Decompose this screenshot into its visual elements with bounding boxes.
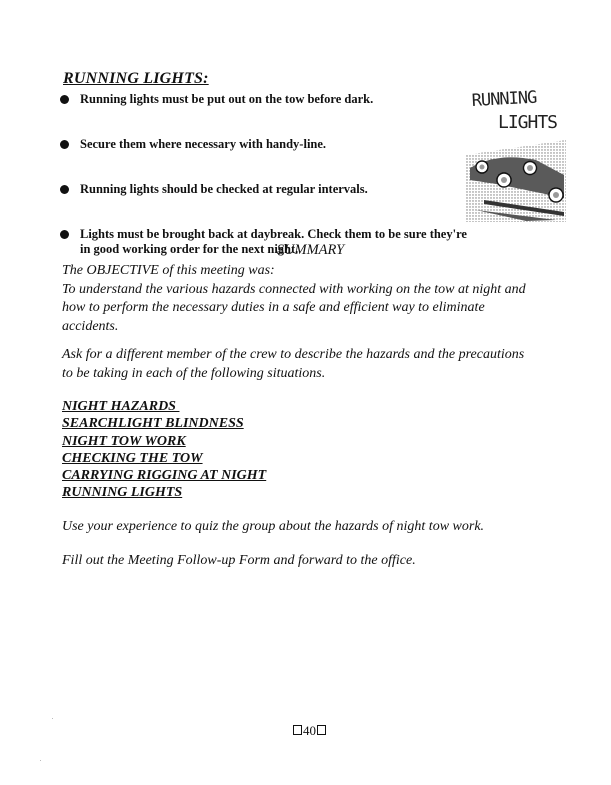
page-number-right-box-icon (317, 725, 326, 735)
bullet-dot-icon (60, 230, 69, 239)
topic-item-night-hazards: NIGHT HAZARDS (62, 399, 180, 414)
ask-line: to be taking in each of the following situations. (62, 365, 326, 381)
bullet-text: Lights must be brought back at daybreak. Check them to be sure they're in good working order for the next night. (80, 227, 467, 256)
ask-line: Ask for a different member of the crew to describe the hazards and the precautions (62, 347, 525, 362)
scan-speck (52, 718, 53, 719)
bullet-text: Running lights must be put out on the tow before dark. (80, 92, 374, 106)
ask-paragraph (62, 346, 572, 383)
bullet-text: Running lights should be checked at regular intervals. (80, 182, 368, 196)
running-lights-illustration (466, 80, 566, 222)
page-number-left-box-icon (293, 725, 302, 735)
objective-paragraph (62, 262, 572, 336)
bullet-text: Secure them where necessary with handy-line. (80, 137, 327, 151)
objective-line: accidents. (62, 318, 119, 334)
topic-item-checking-the-tow: CHECKING THE TOW (62, 450, 203, 466)
page-number (0, 723, 611, 739)
bullet-dot-icon (60, 140, 69, 149)
summary-title: SUMMARY (276, 242, 345, 258)
topic-list (62, 398, 266, 502)
quiz-instruction: Use your experience to quiz the group about the hazards of night tow work. (62, 519, 485, 534)
art-text-line-1: RUNNING (471, 87, 537, 111)
page-number-text: 40 (303, 723, 316, 738)
objective-line: To understand the various hazards connected with working on the tow at night and (62, 281, 526, 297)
scan-speck (40, 760, 41, 761)
bullet-item (58, 92, 468, 107)
topic-item-searchlight-blindness: SEARCHLIGHT BLINDNESS (62, 416, 244, 432)
art-text-line-2: LIGHTS (498, 112, 558, 133)
topic-item-running-lights: RUNNING LIGHTS (62, 485, 183, 501)
objective-line: The OBJECTIVE of this meeting was: (62, 263, 275, 278)
bullet-dot-icon (60, 95, 69, 104)
bullet-item (58, 137, 468, 152)
topic-item-night-tow-work: NIGHT TOW WORK (62, 433, 186, 449)
bullet-item (58, 182, 468, 197)
objective-line: how to perform the necessary duties in a safe and efficient way to eliminate (62, 300, 485, 315)
section-heading-running-lights: RUNNING LIGHTS: (63, 70, 209, 87)
follow-up-instruction: Fill out the Meeting Follow-up Form and forward to the office. (62, 553, 416, 568)
topic-item-carrying-rigging: CARRYING RIGGING AT NIGHT (62, 468, 267, 484)
bullet-dot-icon (60, 185, 69, 194)
